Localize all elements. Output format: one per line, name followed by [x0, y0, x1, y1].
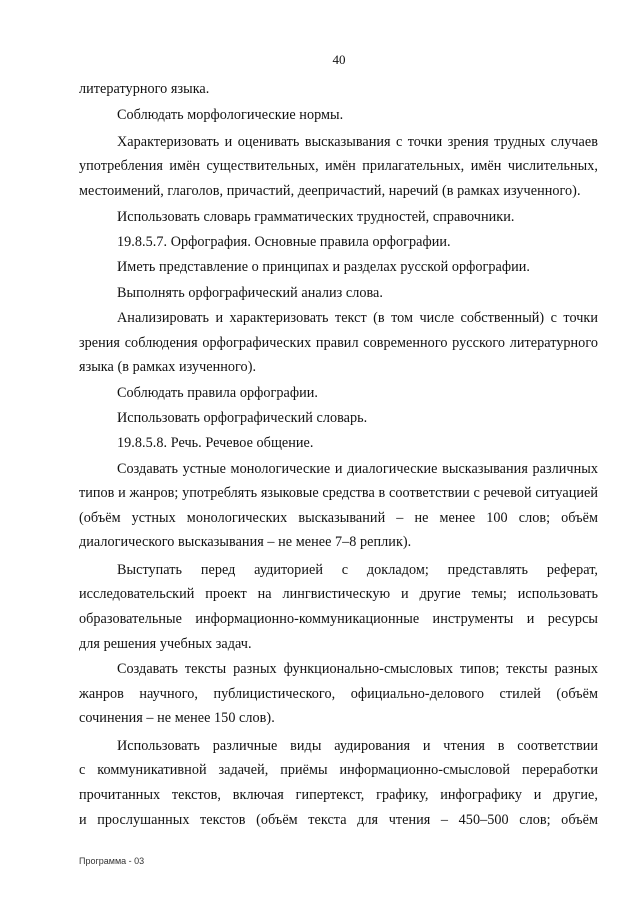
text-line: жанров научного, публицистического, официально-делового стилей (объём	[79, 686, 598, 702]
text-line: образовательные информационно-коммуникационные инструменты и ресурсы	[79, 611, 598, 627]
text-line: Создавать тексты разных функционально-смысловых типов; тексты разных	[117, 661, 598, 677]
text-line: местоимений, глаголов, причастий, деепричастий, наречий (в рамках изученного).	[79, 183, 581, 199]
text-line: с коммуникативной задачей, приёмы информационно-смысловой переработки	[79, 762, 598, 778]
text-line: прочитанных текстов, включая гипертекст, графику, инфографику и другие,	[79, 787, 598, 803]
text-line: литературного языка.	[79, 81, 210, 97]
text-line: и прослушанных текстов (объём текста для чтения – 450–500 слов; объём	[79, 812, 598, 828]
text-line: (объём устных монологических высказываний – не менее 100 слов; объём	[79, 510, 598, 526]
text-line: сочинения – не менее 150 слов).	[79, 710, 275, 726]
text-line: Использовать различные виды аудирования и чтения в соответствии	[117, 738, 598, 754]
text-line: Создавать устные монологические и диалогические высказывания различных	[117, 461, 598, 477]
text-line: Соблюдать морфологические нормы.	[117, 107, 344, 123]
text-line: Анализировать и характеризовать текст (в том числе собственный) с точки	[117, 310, 598, 326]
text-line: для решения учебных задач.	[79, 636, 252, 652]
text-line: языка (в рамках изученного).	[79, 359, 257, 375]
text-line: употребления имён существительных, имён прилагательных, имён числительных,	[79, 158, 598, 174]
text-line: Выступать перед аудиторией с докладом; представлять реферат,	[117, 562, 598, 578]
text-line: диалогического высказывания – не менее 7–8 реплик).	[79, 534, 412, 550]
text-line: Характеризовать и оценивать высказывания с точки зрения трудных случаев	[117, 134, 598, 150]
page-number: 40	[332, 52, 346, 67]
text-line: 19.8.5.8. Речь. Речевое общение.	[117, 435, 314, 451]
text-line: Соблюдать правила орфографии.	[117, 385, 319, 401]
text-line: зрения соблюдения орфографических правил современного русского литературного	[79, 335, 598, 351]
text-line: Иметь представление о принципах и разделах русской орфографии.	[117, 259, 530, 275]
text-line: Выполнять орфографический анализ слова.	[117, 285, 383, 301]
text-line: Использовать словарь грамматических трудностей, справочники.	[117, 209, 515, 225]
text-line: 19.8.5.7. Орфография. Основные правила орфографии.	[117, 234, 451, 250]
text-line: исследовательский проект на лингвистическую и другие темы; использовать	[79, 586, 598, 602]
text-line: Использовать орфографический словарь.	[117, 410, 368, 426]
footer-label: Программа - 03	[79, 856, 145, 866]
text-line: типов и жанров; употреблять языковые средства в соответствии с речевой ситуацией	[79, 485, 598, 501]
